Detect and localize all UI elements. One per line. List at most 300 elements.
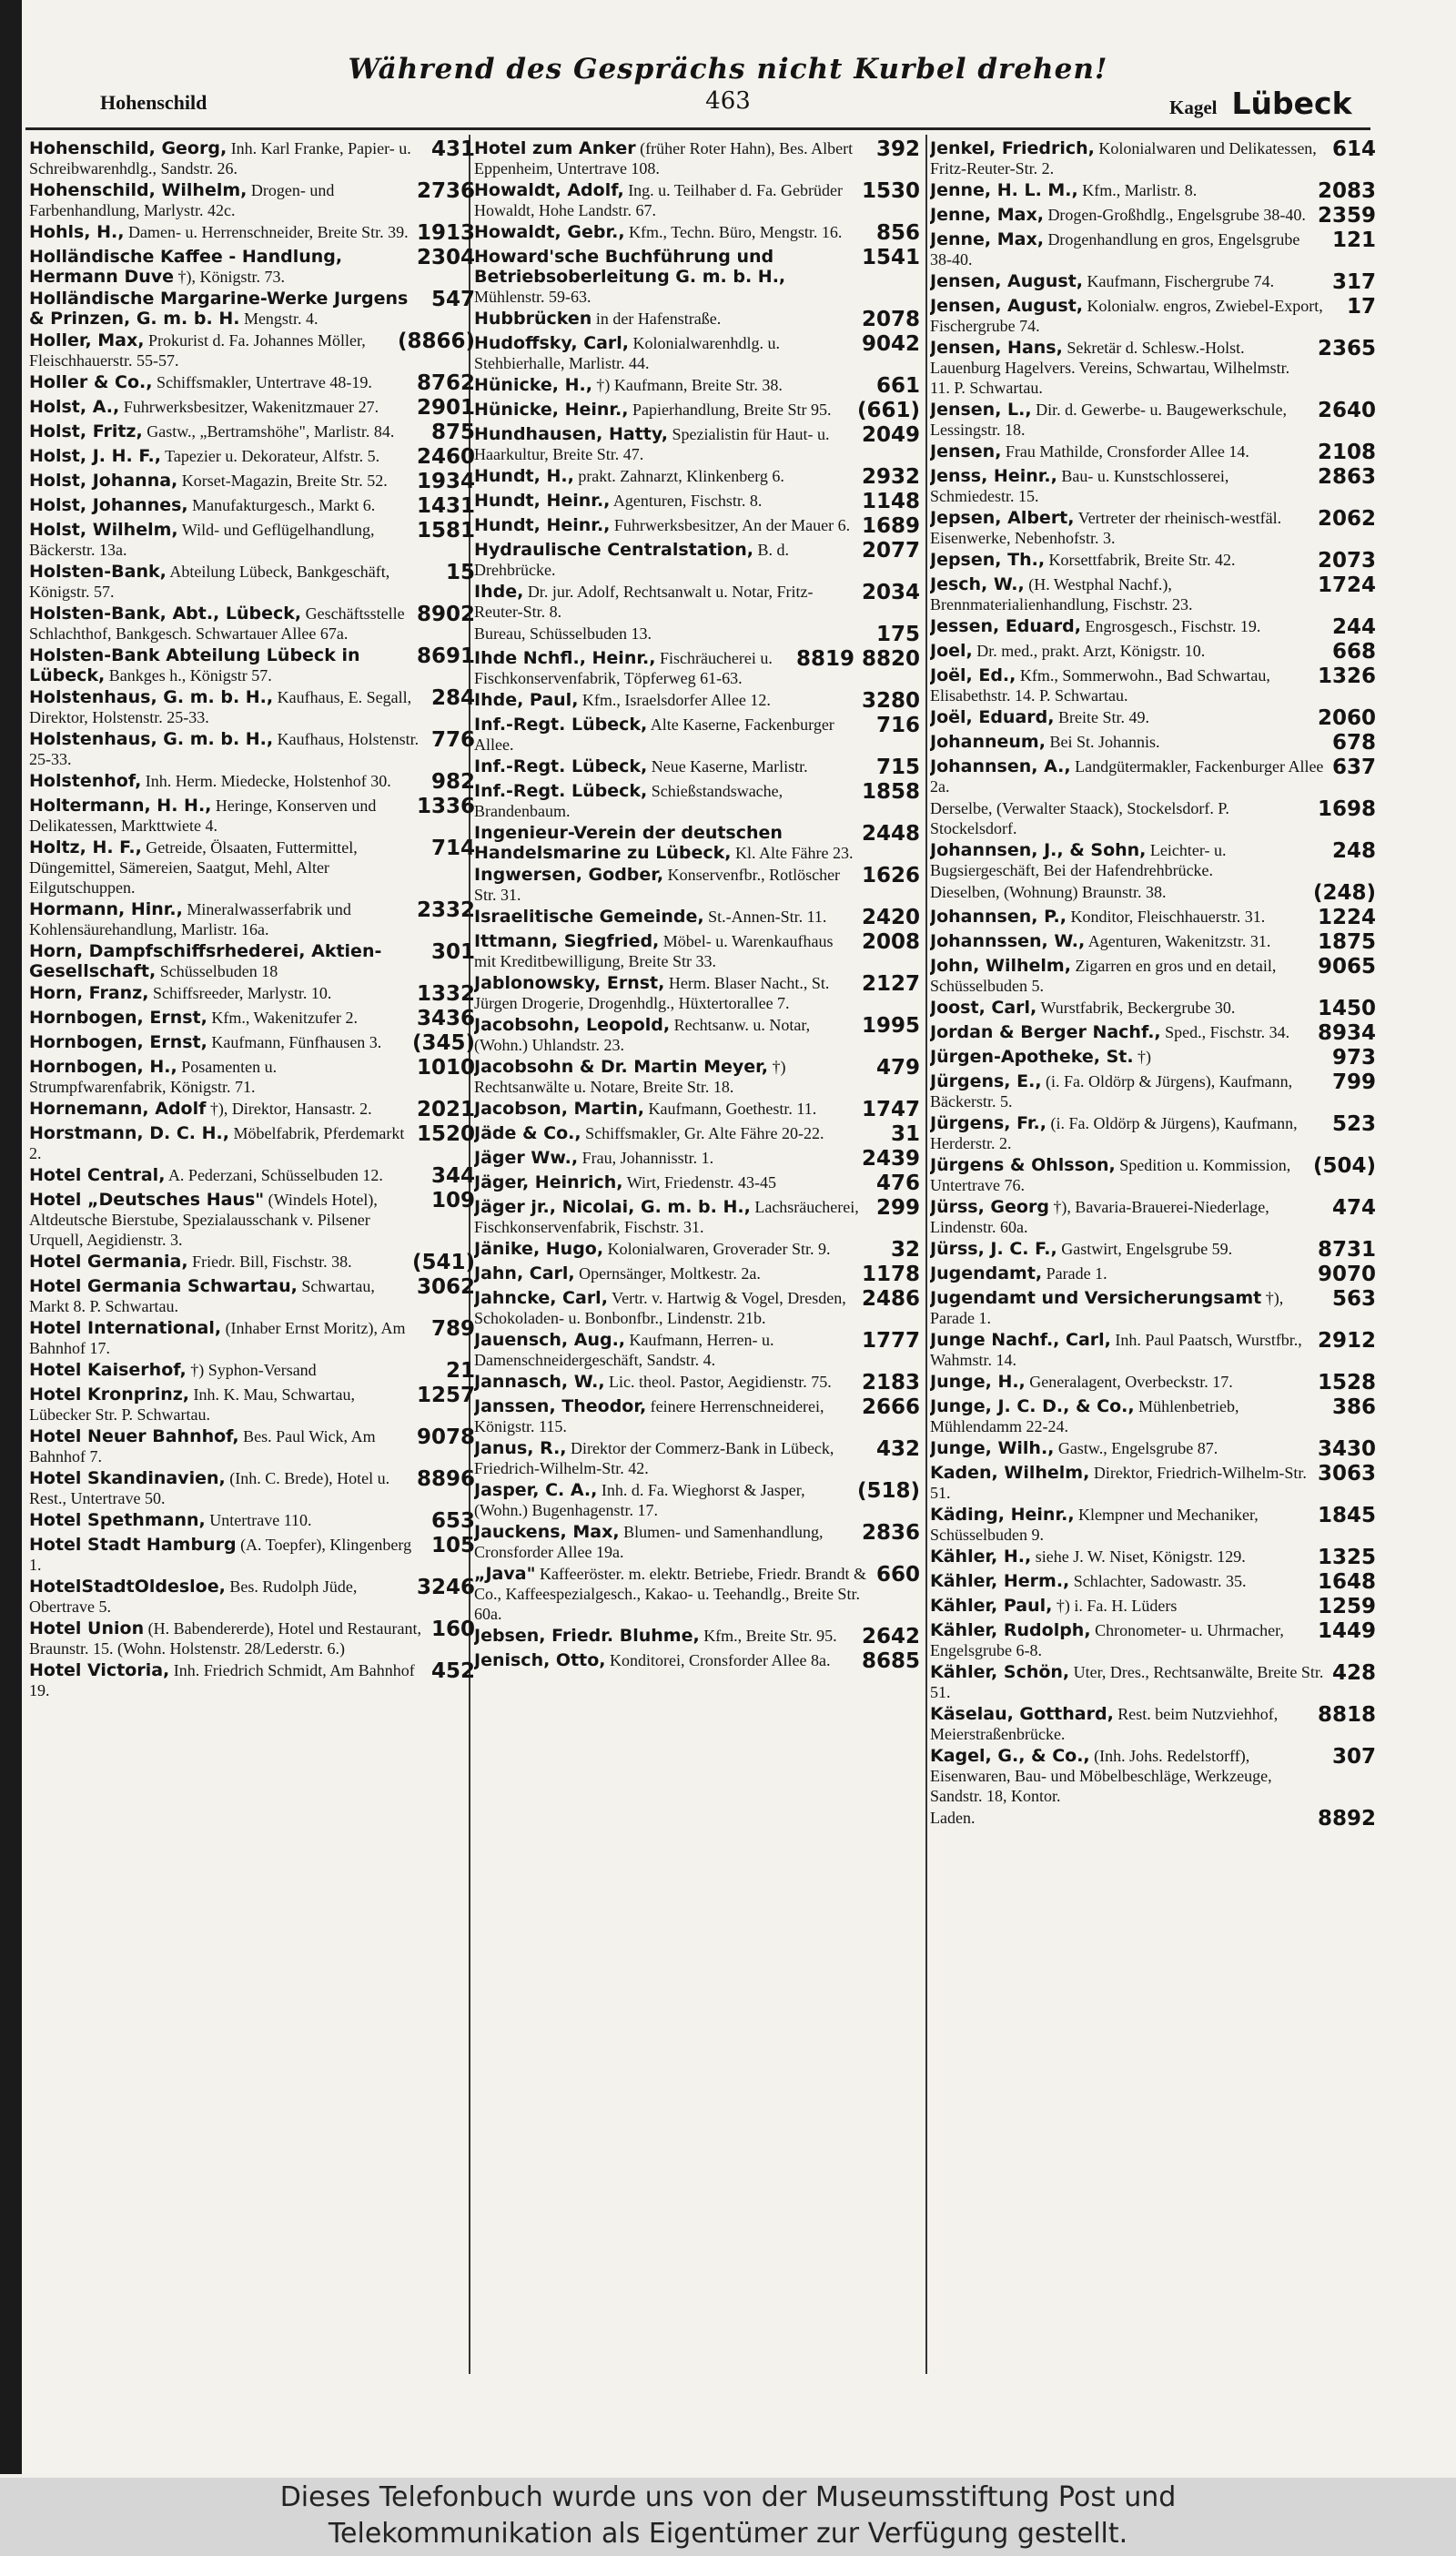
entry-phone: 105 <box>430 1534 475 1557</box>
entry-phone: 1528 <box>1317 1371 1376 1395</box>
entry-phone: 563 <box>1331 1287 1376 1311</box>
entry-phone: 1858 <box>861 780 920 804</box>
entry-details: Mengstr. 4. <box>243 309 318 328</box>
directory-entry <box>930 998 1376 1020</box>
entry-name: HotelStadtOldesloe, <box>29 1577 226 1597</box>
entry-name: Kähler, Herm., <box>930 1571 1070 1591</box>
entry-details: Lic. theol. Pastor, Aegidienstr. 75. <box>609 1373 832 1391</box>
directory-entry <box>930 1372 1376 1395</box>
entry-phone: 8818 <box>1317 1703 1376 1727</box>
entry-details: Schwartau, Markt 8. P. Schwartau. <box>29 1277 375 1315</box>
entry-name: Ihde, Paul, <box>474 690 579 710</box>
entry-phone: (248) <box>1312 881 1376 905</box>
entry-phone: 2332 <box>416 898 475 922</box>
entry-phone: 301 <box>430 940 475 964</box>
entry-phone: 8934 <box>1317 1021 1376 1045</box>
entry-phone: 1332 <box>416 982 475 1006</box>
entry-details: Kaufmann, Fischergrube 74. <box>1087 272 1275 290</box>
entry-name: Jürgen-Apotheke, St. <box>930 1047 1134 1067</box>
entry-details: Gastw., „Bertramshöhe", Marlistr. 84. <box>147 422 395 441</box>
directory-entry <box>29 1577 475 1617</box>
entry-phone: 8762 <box>416 371 475 395</box>
entry-details: Alte Kaserne, Fackenburger Allee. <box>474 715 834 754</box>
directory-entry <box>930 1288 1376 1328</box>
directory-entry <box>29 330 475 370</box>
directory-entry <box>474 648 920 688</box>
directory-entry <box>29 1008 475 1030</box>
entry-phone: (8866) <box>397 330 475 353</box>
directory-entry <box>29 1535 475 1575</box>
entry-details: †) Syphon-Versand <box>190 1361 317 1379</box>
entry-name: Holsten-Bank, <box>29 562 167 582</box>
entry-name: Jänike, Hugo, <box>474 1239 604 1259</box>
entry-details: Inh. K. Mau, Schwartau, Lübecker Str. P. Schwartau. <box>29 1385 355 1424</box>
entry-phone: 661 <box>875 374 920 398</box>
entry-phone: 121 <box>1331 228 1376 252</box>
entry-phone: 714 <box>430 837 475 860</box>
entry-name: Howaldt, Adolf, <box>474 180 624 200</box>
directory-entry <box>29 771 475 794</box>
entry-details: Papierhandlung, Breite Str 95. <box>632 401 832 419</box>
entry-name: Hohenschild, Georg, <box>29 138 228 158</box>
entry-phone: 678 <box>1331 731 1376 755</box>
entry-phone: 1648 <box>1317 1570 1376 1594</box>
entry-details: †) <box>1138 1048 1152 1066</box>
entry-details: Manufakturgesch., Markt 6. <box>192 496 376 514</box>
entry-phone: 668 <box>1331 640 1376 664</box>
directory-entry <box>29 520 475 560</box>
entry-name: Jauckens, Max, <box>474 1522 620 1542</box>
directory-entry <box>474 1288 920 1328</box>
entry-details: Wurstfabrik, Beckergrube 30. <box>1040 999 1236 1017</box>
entry-phone: 17 <box>1346 295 1376 319</box>
entry-details: Frau, Johannisstr. 1. <box>581 1149 714 1167</box>
entry-phone: 1148 <box>861 490 920 513</box>
entry-name: John, Wilhelm, <box>930 956 1071 976</box>
entry-name: Kähler, Rudolph, <box>930 1620 1091 1640</box>
entry-name: Junge Nachf., Carl, <box>930 1330 1111 1350</box>
entry-phone: (518) <box>856 1479 920 1503</box>
entry-details: †), Königstr. 73. <box>177 268 286 286</box>
entry-phone: 1520 <box>416 1122 475 1146</box>
entry-name: Jahn, Carl, <box>474 1263 575 1283</box>
entry-name: Ittmann, Siegfried, <box>474 931 660 951</box>
directory-entry <box>474 1172 920 1195</box>
entry-name: Jensen, <box>930 441 1002 462</box>
entry-phone: 2008 <box>861 930 920 954</box>
directory-entry <box>930 882 1376 905</box>
entry-details: (früher Roter Hahn), Bes. Albert Eppenheim, Untertrave 108. <box>474 139 854 178</box>
entry-details: siehe J. W. Niset, Königstr. 129. <box>1035 1547 1246 1566</box>
entry-phone: 2078 <box>861 308 920 331</box>
directory-entry <box>930 1746 1376 1806</box>
directory-entry <box>474 424 920 464</box>
entry-name: Johanneum, <box>930 732 1046 752</box>
entry-name: Jürss, J. C. F., <box>930 1239 1057 1259</box>
entry-phone: 8892 <box>1317 1807 1376 1831</box>
directory-entry <box>930 296 1376 336</box>
directory-entry <box>930 1505 1376 1545</box>
directory-entry <box>930 1263 1376 1286</box>
entry-name: Jäger jr., Nicolai, G. m. b. H., <box>474 1197 751 1217</box>
directory-entry <box>930 1596 1376 1618</box>
directory-entry <box>474 247 920 307</box>
directory-entry <box>29 796 475 836</box>
entry-details: Möbel- u. Warenkaufhaus mit Kreditbewilligung, Breite Str 33. <box>474 932 834 970</box>
directory-entry <box>29 687 475 727</box>
entry-name: Jenss, Heinr., <box>930 466 1057 486</box>
entry-name: Hornemann, Adolf <box>29 1099 207 1119</box>
entry-details: Gastwirt, Engelsgrube 59. <box>1061 1240 1233 1258</box>
entry-name: Janus, R., <box>474 1438 567 1458</box>
entry-details: Mühlenstr. 59-63. <box>474 288 592 306</box>
entry-details: †), Bavaria-Brauerei-Niederlage, Lindenstr. 60a. <box>930 1198 1269 1236</box>
entry-phone: 653 <box>430 1509 475 1533</box>
entry-details: Parade 1. <box>1046 1264 1107 1283</box>
entry-phone: 9042 <box>861 332 920 356</box>
directory-entry <box>474 1015 920 1055</box>
directory-entry <box>474 1480 920 1520</box>
entry-details: Bes. Paul Wick, Am Bahnhof 7. <box>29 1427 376 1466</box>
directory-entry <box>474 781 920 821</box>
entry-phone: 431 <box>430 138 475 161</box>
entry-name: Hubbrücken <box>474 309 592 329</box>
entry-name: Holstenhaus, G. m. b. H., <box>29 687 274 707</box>
column-2 <box>474 138 920 2387</box>
entry-phone: 452 <box>430 1659 475 1683</box>
entry-phone: 614 <box>1331 138 1376 161</box>
entry-phone: 9070 <box>1317 1263 1376 1286</box>
directory-entry <box>29 421 475 444</box>
entry-phone: 479 <box>875 1056 920 1080</box>
directory-entry <box>930 550 1376 573</box>
entry-phone: 2127 <box>861 972 920 996</box>
entry-details: (Inh. Johs. Redelstorff), Eisenwaren, Bau- und Möbelbeschläge, Werkzeuge, Sandstr. 18, Kontor. <box>930 1747 1272 1805</box>
directory-entry <box>930 574 1376 614</box>
entry-details: Kaufmann, Herren- u. Damenschneidergeschäft, Sandstr. 4. <box>474 1331 774 1369</box>
entry-details: Engrosgesch., Fischstr. 19. <box>1085 617 1261 635</box>
directory-entry <box>29 1123 475 1163</box>
directory-entry <box>474 466 920 489</box>
entry-name: Hotel Neuer Bahnhof, <box>29 1426 239 1446</box>
entry-details: Heringe, Konserven und Delikatessen, Markttwiete 4. <box>29 796 377 835</box>
entry-details: (H. Westphal Nachf.), Brennmaterialienhandlung, Fischstr. 23. <box>930 575 1193 614</box>
entry-name: Hotel Union <box>29 1618 145 1638</box>
entry-phone: 307 <box>1331 1745 1376 1769</box>
entry-name: Jepsen, Th., <box>930 550 1046 570</box>
directory-entry <box>930 1197 1376 1237</box>
entry-name: Hotel Skandinavien, <box>29 1468 226 1488</box>
entry-details: Spezialistin für Haut- u. Haarkultur, Breite Str. 47. <box>474 425 830 463</box>
entry-phone: 175 <box>875 623 920 646</box>
entry-phone: 2666 <box>861 1395 920 1419</box>
entry-phone: 875 <box>430 421 475 444</box>
directory-entry <box>930 1047 1376 1070</box>
entry-details: Drogen- und Farbenhandlung, Marlystr. 42c. <box>29 181 335 219</box>
entry-name: Jäde & Co., <box>474 1123 581 1143</box>
entry-details: Zigarren en gros und en detail, Schüsselbuden 5. <box>930 957 1277 995</box>
header-first-entry: Hohenschild <box>100 91 207 114</box>
entry-name: Holtz, H. F., <box>29 837 142 857</box>
entry-name: Holst, Johannes, <box>29 495 188 515</box>
directory-entry <box>474 907 920 929</box>
entry-details: Kfm., Israelsdorfer Allee 12. <box>581 691 771 709</box>
entry-phone: 299 <box>875 1196 920 1220</box>
entry-phone: 2932 <box>861 465 920 489</box>
entry-details: Dir. d. Gewerbe- u. Baugewerkschule, Lessingstr. 18. <box>930 401 1287 439</box>
directory-entry <box>474 515 920 538</box>
directory-entry <box>930 641 1376 664</box>
entry-name: Johannsen, J., & Sohn, <box>930 840 1147 860</box>
entry-details: Prokurist d. Fa. Johannes Möller, Fleischhauerstr. 55-57. <box>29 331 366 370</box>
entry-phone: 8819 8820 <box>795 647 920 671</box>
entry-name: Hydraulische Centralstation, <box>474 540 753 560</box>
entry-name: Hotel Spethmann, <box>29 1510 206 1530</box>
entry-phone: 1913 <box>416 221 475 245</box>
entry-details: Dieselben, (Wohnung) Braunstr. 38. <box>930 883 1167 901</box>
directory-entry <box>474 756 920 779</box>
entry-details: Bei St. Johannis. <box>1049 733 1160 751</box>
entry-phone: 2901 <box>416 396 475 420</box>
directory-entry <box>474 540 920 580</box>
entry-details: Blumen- und Samenhandlung, Cronsforder Allee 19a. <box>474 1523 824 1561</box>
entry-phone: 2640 <box>1317 399 1376 422</box>
entry-phone: 1581 <box>416 519 475 543</box>
directory-entry <box>29 1190 475 1250</box>
entry-name: Howard'sche Buchführung und Betriebsoberleitung G. m. b. H., <box>474 247 786 287</box>
entry-details: Kaffeeröster. m. elektr. Betriebe, Friedr. Brandt & Co., Kaffeespezialgesch., Kakao- u. Teehandlg., Breite Str. 60a. <box>474 1565 867 1623</box>
entry-name: Johannsen, P., <box>930 907 1067 927</box>
entry-name: Johannsen, A., <box>930 756 1071 776</box>
directory-entry <box>930 271 1376 294</box>
directory-entry <box>930 1463 1376 1503</box>
column-3 <box>930 138 1376 2387</box>
entry-phone: 547 <box>430 288 475 311</box>
directory-entry <box>474 375 920 398</box>
entry-phone: 284 <box>430 686 475 710</box>
directory-entry <box>29 729 475 769</box>
directory-entry <box>29 1618 475 1658</box>
directory-entry <box>930 138 1376 178</box>
entry-details: Sped., Fischstr. 34. <box>1165 1023 1290 1041</box>
entry-details: Kfm., Wakenitzufer 2. <box>211 1009 359 1027</box>
footer-notice <box>0 2478 1456 2556</box>
entry-phone: 8691 <box>416 644 475 668</box>
entry-phone: 1224 <box>1317 906 1376 929</box>
entry-phone: 1747 <box>861 1098 920 1121</box>
entry-phone: 1995 <box>861 1014 920 1038</box>
entry-name: Holtermann, H. H., <box>29 796 212 816</box>
entry-details: Kolonialwaren, Groverader Str. 9. <box>607 1240 831 1258</box>
entry-details: Herm. Blaser Nacht., St. Jürgen Drogerie, Drogenhdlg., Hüxtertorallee 7. <box>474 974 830 1012</box>
entry-name: Ingwersen, Godber, <box>474 865 664 885</box>
entry-name: Holländische Kaffee - Handlung, Hermann Duve <box>29 247 343 287</box>
entry-phone: 31 <box>890 1122 920 1146</box>
entry-name: Jürss, Georg <box>930 1197 1049 1217</box>
entry-name: Hundt, Heinr., <box>474 515 611 535</box>
entry-phone: 392 <box>875 138 920 161</box>
entry-name: „Java" <box>474 1564 536 1584</box>
entry-phone: 1530 <box>861 179 920 203</box>
entry-name: Hornbogen, H., <box>29 1057 177 1077</box>
entry-details: Rest. beim Nutzviehhof, Meierstraßenbrücke. <box>930 1705 1279 1743</box>
directory-entry <box>930 1808 1376 1831</box>
entry-phone: 1326 <box>1317 664 1376 688</box>
entry-name: Jebsen, Friedr. Bluhme, <box>474 1626 700 1646</box>
entry-phone: 1541 <box>861 246 920 269</box>
entry-name: Jahncke, Carl, <box>474 1288 608 1308</box>
entry-details: Dr. med., prakt. Arzt, Königstr. 10. <box>976 642 1206 660</box>
entry-name: Jensen, August, <box>930 271 1084 291</box>
entry-phone: (345) <box>411 1031 475 1055</box>
entry-details: Posamenten u. Strumpfwarenfabrik, Königstr. 71. <box>29 1058 278 1096</box>
entry-details: Kolonialw. engros, Zwiebel-Export, Fischergrube 74. <box>930 297 1323 335</box>
entry-details: feinere Herrenschneiderei, Königstr. 115. <box>474 1397 824 1435</box>
entry-name: Hundt, Heinr., <box>474 491 611 511</box>
directory-entry <box>474 1123 920 1146</box>
entry-phone: 2083 <box>1317 179 1376 203</box>
entry-details: Tapezier u. Dekorateur, Alfstr. 5. <box>165 447 380 465</box>
entry-details: Bes. Rudolph Jüde, Obertrave 5. <box>29 1577 358 1616</box>
directory-entry <box>29 1384 475 1425</box>
entry-name: Holsten-Bank Abteilung Lübeck in Lübeck, <box>29 645 360 685</box>
header-rule <box>25 127 1370 130</box>
page-banner: Während des Gesprächs nicht Kurbel drehen! <box>348 53 1108 86</box>
entry-details: Neue Kaserne, Marlistr. <box>651 757 808 776</box>
entry-phone: 2486 <box>861 1287 920 1311</box>
entry-name: Holst, Wilhelm, <box>29 520 178 540</box>
directory-entry <box>29 1099 475 1121</box>
directory-entry <box>29 1165 475 1188</box>
directory-entry <box>474 1148 920 1171</box>
entry-name: Holstenhaus, G. m. b. H., <box>29 729 274 749</box>
entry-phone: 428 <box>1331 1661 1376 1685</box>
entry-phone: 317 <box>1331 270 1376 294</box>
entry-details: St.-Annen-Str. 11. <box>708 908 827 926</box>
directory-entry <box>29 1360 475 1383</box>
entry-phone: (661) <box>856 399 920 422</box>
entry-details: (Inhaber Ernst Moritz), Am Bahnhof 17. <box>29 1319 406 1357</box>
directory-entry <box>930 907 1376 929</box>
directory-entry <box>474 1650 920 1673</box>
entry-phone: 21 <box>445 1359 475 1383</box>
entry-phone: 2836 <box>861 1521 920 1545</box>
entry-name: Israelitische Gemeinde, <box>474 907 704 927</box>
entry-name: Joel, <box>930 641 973 661</box>
entry-phone: 1698 <box>1317 797 1376 821</box>
entry-phone: 1626 <box>861 864 920 888</box>
entry-details: Dr. jur. Adolf, Rechtsanwalt u. Notar, Fritz-Reuter-Str. 8. <box>474 583 814 621</box>
entry-name: Hünicke, H., <box>474 375 592 395</box>
directory-entry <box>474 1330 920 1370</box>
page-spine-shadow <box>0 0 22 2474</box>
directory-entry <box>29 138 475 178</box>
directory-entry <box>474 333 920 373</box>
directory-entry <box>930 1571 1376 1594</box>
entry-details: Fuhrwerksbesitzer, Wakenitzmauer 27. <box>123 398 379 416</box>
entry-phone: 1178 <box>861 1263 920 1286</box>
entry-name: Horstmann, D. C. H., <box>29 1123 229 1143</box>
entry-phone: 2642 <box>861 1625 920 1648</box>
directory-entry <box>474 715 920 755</box>
entry-details: Schüsselbuden 18 <box>159 962 278 980</box>
entry-name: Jenisch, Otto, <box>474 1650 606 1670</box>
entry-phone: 523 <box>1331 1112 1376 1136</box>
entry-phone: 8685 <box>861 1649 920 1673</box>
entry-name: Holst, Fritz, <box>29 421 143 441</box>
directory-entry <box>930 616 1376 639</box>
directory-entry <box>474 180 920 220</box>
entry-name: Jäger, Heinrich, <box>474 1172 623 1192</box>
entry-phone: 2420 <box>861 906 920 929</box>
entry-phone: 160 <box>430 1618 475 1641</box>
directory-entry <box>474 1263 920 1286</box>
entry-name: Hundhausen, Hatty, <box>474 424 668 444</box>
entry-phone: 8896 <box>416 1467 475 1491</box>
entry-name: Jacobsohn, Leopold, <box>474 1015 671 1035</box>
directory-entry <box>474 400 920 422</box>
entry-phone: 2073 <box>1317 549 1376 573</box>
entry-details: Drogenhandlung en gros, Engelsgrube 38-40. <box>930 230 1300 269</box>
entry-name: Holsten-Bank, Abt., Lübeck, <box>29 604 302 624</box>
entry-phone: 32 <box>890 1238 920 1262</box>
entry-name: Holländische Margarine-Werke Jurgens & Prinzen, G. m. b. H. <box>29 289 409 329</box>
entry-phone: 3062 <box>416 1275 475 1299</box>
entry-phone: 1336 <box>416 795 475 818</box>
entry-details: †), Direktor, Hansastr. 2. <box>209 1100 372 1118</box>
directory-entry <box>474 1522 920 1562</box>
entry-name: Horn, Franz, <box>29 983 149 1003</box>
directory-entry <box>474 491 920 513</box>
entry-phone: 2062 <box>1317 507 1376 531</box>
entry-phone: 2049 <box>861 423 920 447</box>
entry-name: Junge, H., <box>930 1372 1026 1392</box>
entry-phone: 2077 <box>861 539 920 563</box>
entry-phone: 8731 <box>1317 1238 1376 1262</box>
entry-name: Ingenieur-Verein der deutschen Handelsmarine zu Lübeck, <box>474 823 783 863</box>
entry-phone: 2359 <box>1317 204 1376 228</box>
directory-entry <box>29 289 475 329</box>
directory-entry <box>474 1099 920 1121</box>
directory-entry <box>29 562 475 602</box>
directory-entry <box>29 983 475 1006</box>
entry-name: Jessen, Eduard, <box>930 616 1081 636</box>
header-right <box>1169 86 1352 121</box>
entry-details: Inh. Herm. Miedecke, Holstenhof 30. <box>145 772 391 790</box>
directory-entry <box>930 1620 1376 1660</box>
entry-details: Kolonialwarenhdlg. u. Stehbierhalle, Marlistr. 44. <box>474 334 780 372</box>
entry-details: Schießstandswache, Brandenbaum. <box>474 782 784 820</box>
entry-phone: 2439 <box>861 1147 920 1171</box>
entry-details: Konditor, Fleischhauerstr. 31. <box>1070 908 1266 926</box>
entry-name: Hudoffsky, Carl, <box>474 333 630 353</box>
directory-entry <box>29 645 475 685</box>
entry-name: Jensen, Hans, <box>930 338 1063 358</box>
directory-entry <box>474 1564 920 1624</box>
directory-entry <box>474 973 920 1013</box>
directory-entry <box>29 247 475 287</box>
entry-phone: 2736 <box>416 179 475 203</box>
directory-entry <box>474 1372 920 1395</box>
entry-phone: 2034 <box>861 581 920 604</box>
entry-phone: 1010 <box>416 1056 475 1080</box>
directory-entry <box>29 471 475 493</box>
entry-phone: 2912 <box>1317 1329 1376 1353</box>
entry-name: Kagel, G., & Co., <box>930 1746 1090 1766</box>
directory-entry <box>930 1022 1376 1045</box>
entry-name: Hundt, H., <box>474 466 574 486</box>
entry-details: Getreide, Ölsaaten, Futtermittel, Düngemittel, Sämereien, Saatgut, Mehl, Alter Eilgutschuppen. <box>29 838 358 897</box>
